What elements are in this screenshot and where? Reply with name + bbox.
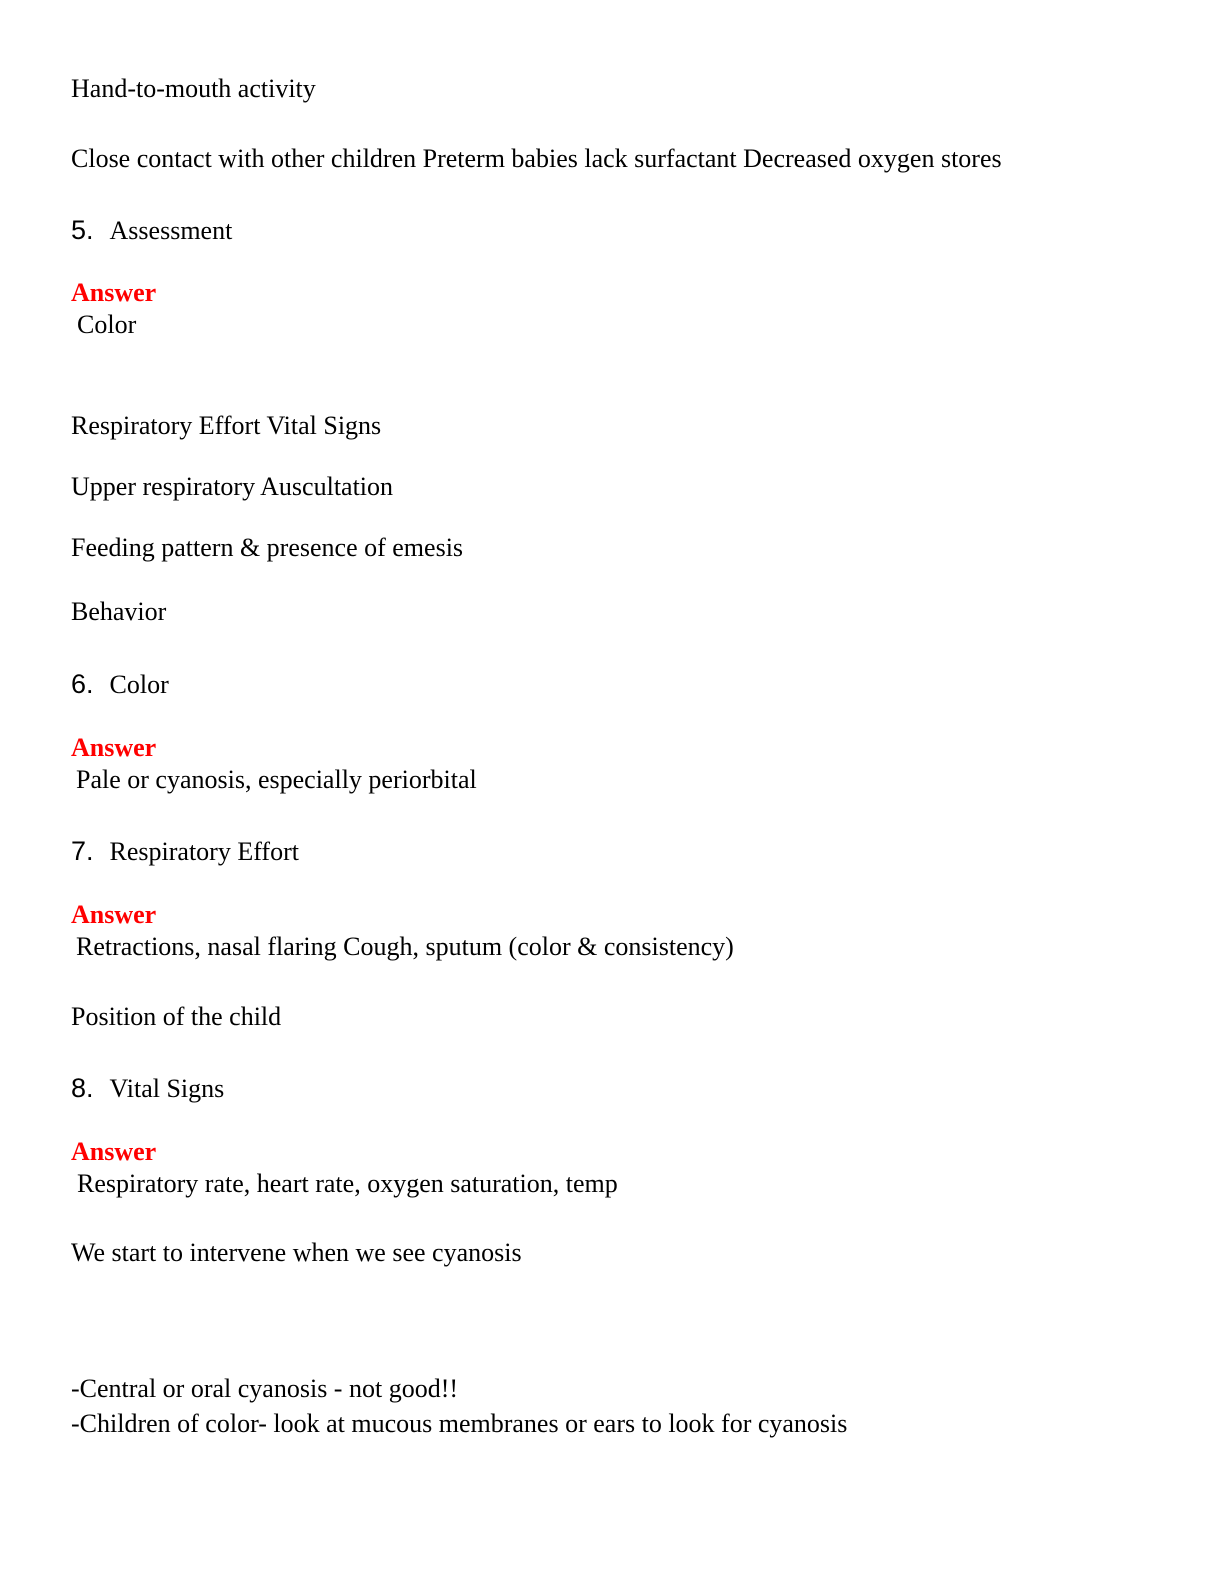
question-8-extra-text: We start to intervene when we see cyanosis — [71, 1238, 522, 1267]
question-6-answer-label: Answer — [71, 733, 157, 762]
question-7-answer-text: Retractions, nasal flaring Cough, sputum (color & consistency) — [76, 932, 734, 961]
question-5-answer-text: Color — [77, 310, 137, 339]
question-7-title: Respiratory Effort — [109, 837, 299, 866]
question-5-title: Assessment — [109, 216, 233, 245]
note-line: -Children of color- look at mucous membranes or ears to look for cyanosis — [71, 1409, 848, 1438]
note-line: -Central or oral cyanosis - not good!! — [71, 1374, 459, 1403]
question-5-answer-label: Answer — [71, 278, 157, 307]
question-8-answer-label: Answer — [71, 1137, 157, 1166]
question-6-title: Color — [109, 670, 169, 699]
intro-line-hand-to-mouth: Hand-to-mouth activity — [71, 74, 316, 103]
assessment-item: Feeding pattern & presence of emesis — [71, 533, 464, 562]
question-6-answer-text: Pale or cyanosis, especially periorbital — [76, 765, 477, 794]
question-5-heading — [71, 215, 232, 246]
question-5-number: 5. — [71, 215, 94, 245]
question-7-number: 7. — [71, 836, 94, 866]
question-8-heading — [71, 1073, 224, 1104]
question-7-heading — [71, 836, 299, 867]
assessment-item: Respiratory Effort Vital Signs — [71, 411, 382, 440]
question-6-heading — [71, 669, 169, 700]
question-8-number: 8. — [71, 1073, 94, 1103]
question-7-extra-text: Position of the child — [71, 1002, 282, 1031]
question-8-answer-text: Respiratory rate, heart rate, oxygen saturation, temp — [77, 1169, 618, 1198]
intro-line-close-contact: Close contact with other children Preterm babies lack surfactant Decreased oxygen stores — [71, 144, 1002, 173]
assessment-item: Upper respiratory Auscultation — [71, 472, 394, 501]
question-8-title: Vital Signs — [109, 1074, 225, 1103]
question-6-number: 6. — [71, 669, 94, 699]
question-7-answer-label: Answer — [71, 900, 157, 929]
assessment-item: Behavior — [71, 597, 167, 626]
